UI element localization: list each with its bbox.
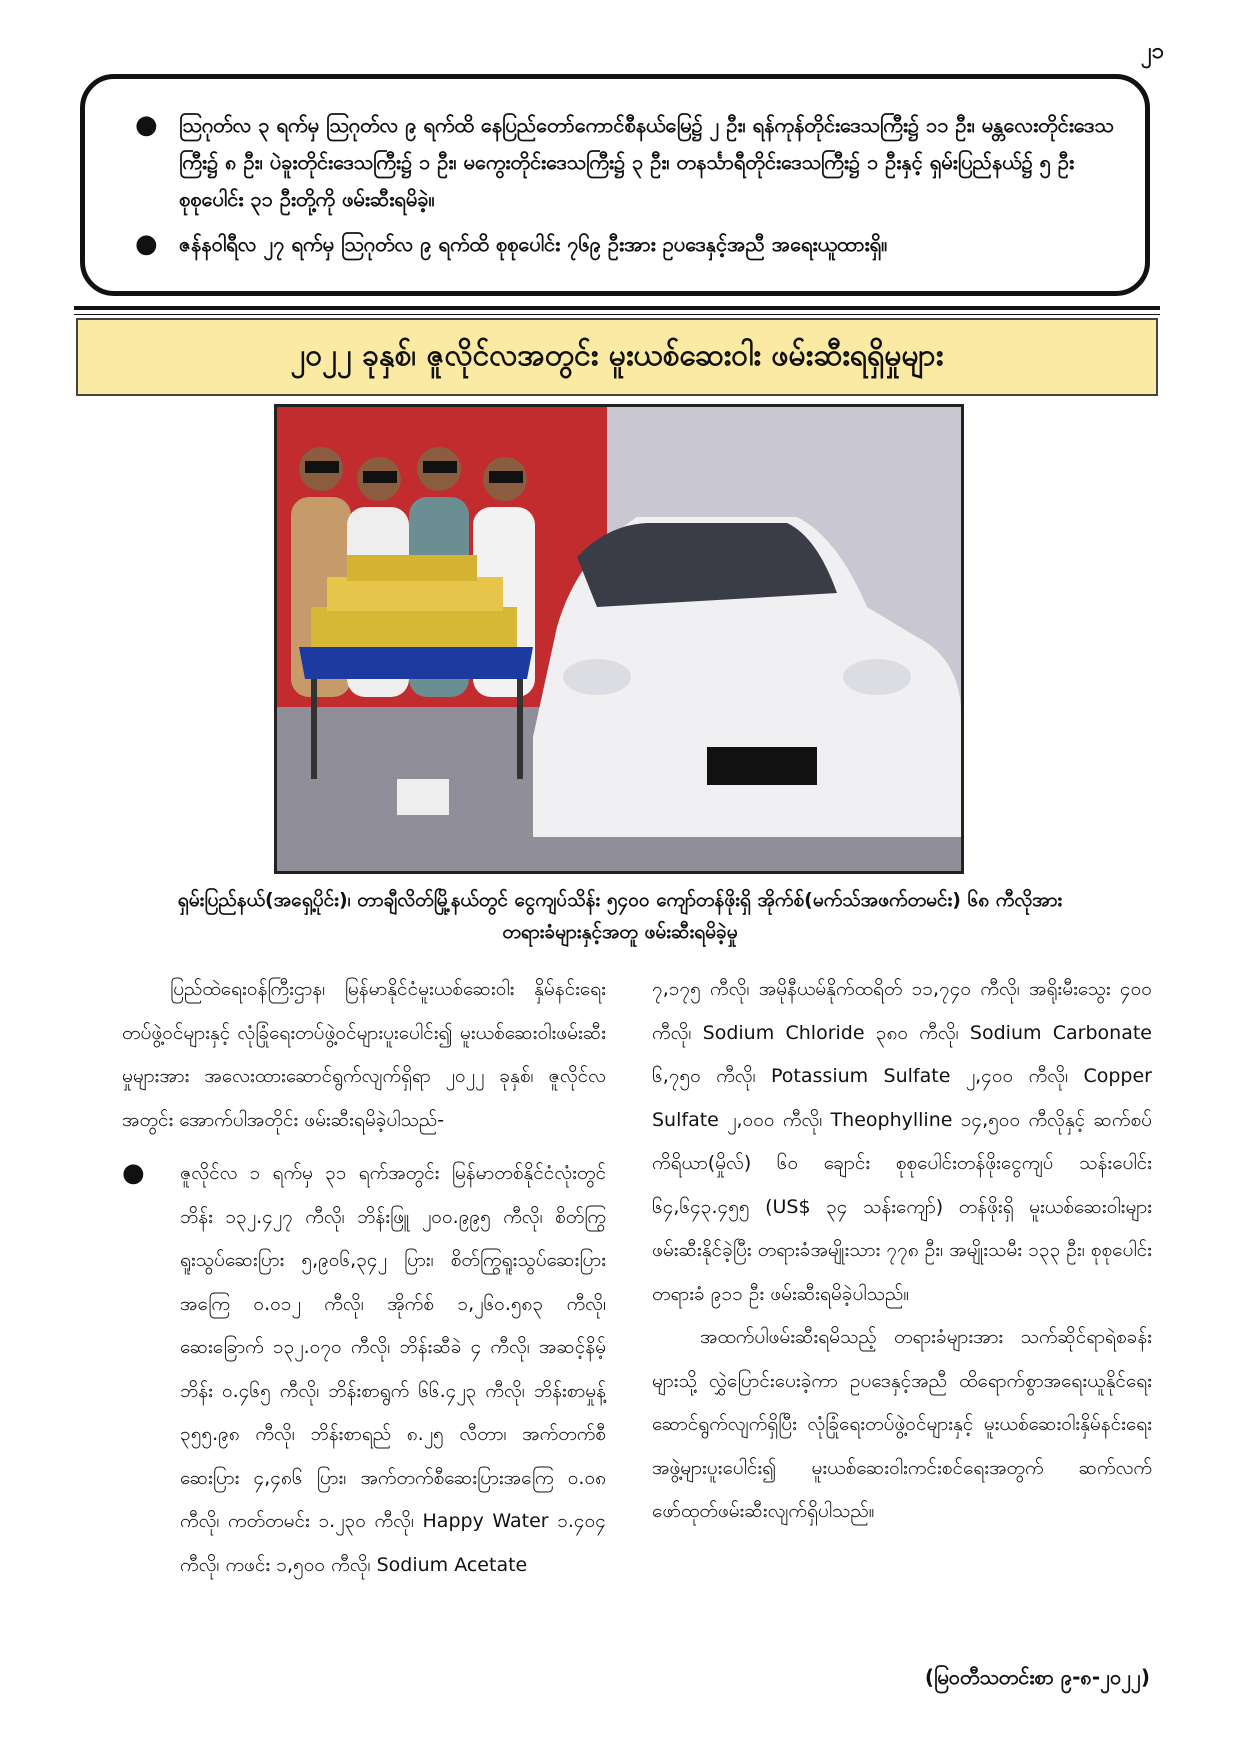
summary-item <box>135 226 1115 263</box>
photo-caption <box>90 884 1150 948</box>
news-photo <box>274 404 964 874</box>
bullet-icon: ● <box>135 229 158 259</box>
seizure-photo-illustration <box>277 407 961 871</box>
summary-item <box>135 107 1115 218</box>
bullet-paragraph <box>122 1152 606 1587</box>
article-column-left <box>122 968 606 1587</box>
summary-text: ဇန်နဝါရီလ ၂၇ ရက်မှ ဩဂုတ်လ ၉ ရက်ထိ စုစုပေါင်း ၇၆၉ ဦးအား ဥပဒေနှင့်အညီ အရေးယူထားရှိ။ <box>179 232 888 256</box>
closing-paragraph: အထက်ပါဖမ်းဆီးရမိသည့် တရားခံများအား သက်ဆိုင်ရာရဲစခန်းများသို့ လွှဲပြောင်းပေးခဲ့ကာ ဥပဒေနှင့်အညီ ထိရောက်စွာအရေးယူနိုင်ရေး ဆောင်ရွက်လျက်ရှိပြီး လုံခြုံရေးတပ်ဖွဲ့ဝင်များနှင့် မူးယစ်ဆေးဝါးနှိမ်နင်းရေးအဖွဲ့များပူးပေါင်း၍ မူးယစ်ဆေးဝါးကင်းစင်ရေးအတွက် ဆက်လက်ဖော်ထုတ်ဖမ်းဆီးလျက်ရှိပါသည်။ <box>652 1326 1152 1522</box>
bullet-text: ဇူလိုင်လ ၁ ရက်မှ ၃၁ ရက်အတွင်း မြန်မာတစ်နိုင်ငံလုံးတွင် ဘိန်း ၁၃၂.၄၂၇ ကီလို၊ ဘိန်းဖြူ ၂၀၀.၉၉၅ ကီလို၊ စိတ်ကြွရူးသွပ်ဆေးပြား ၅,၉၀၆,၃၄၂ ပြား၊ စိတ်ကြွရူးသွပ်ဆေးပြားအကြေ ၀.၀၁၂ ကီလို၊ အိုက်စ် ၁,၂၆၀.၅၈၃ ကီလို၊ ဆေးခြောက် ၁၃၂.၀၇၀ ကီလို၊ ဘိန်းဆီခဲ ၄ ကီလို၊ အဆင့်နိမ့်ဘိန်း ၀.၄၆၅ ကီလို၊ ဘိန်းစာရွက် ၆၆.၄၂၃ ကီလို၊ ဘိန်းစာမှုန့် ၃၅၅.၉၈ ကီလို၊ ဘိန်းစာရည် ၈.၂၅ လီတာ၊ အက်တက်စီဆေးပြား ၄,၄၈၆ ပြား၊ အက်တက်စီဆေးပြားအကြေ ၀.၀၈ ကီလို၊ ကတ်တမင်း ၁.၂၃၀ ကီလို၊ Happy Water ၁.၄၀၄ ကီလို၊ ကဖင်း ၁,၅၀၀ ကီလို၊ Sodium Acetate <box>180 1162 606 1576</box>
summary-box <box>80 74 1150 296</box>
divider <box>74 314 1160 315</box>
page-number: ၂၁ <box>1140 39 1164 64</box>
summary-text: ဩဂုတ်လ ၃ ရက်မှ ဩဂုတ်လ ၉ ရက်ထိ နေပြည်တော်ကောင်စီနယ်မြေ၌ ၂ ဦး၊ ရန်ကုန်တိုင်းဒေသကြီး၌ ၁၁ ဦး၊ မန္တလေးတိုင်းဒေသကြီး၌ ၈ ဦး၊ ပဲခူးတိုင်းဒေသကြီး၌ ၁ ဦး၊ မကွေးတိုင်းဒေသကြီး၌ ၃ ဦး၊ တနင်္သာရီတိုင်းဒေသကြီး၌ ၁ ဦးနှင့် ရှမ်းပြည်နယ်၌ ၅ ဦး စုစုပေါင်း ၃၁ ဦးတို့ကို ဖမ်းဆီးရမိခဲ့။ <box>179 113 1114 211</box>
article-column-right <box>652 968 1152 1534</box>
bullet-icon: ● <box>135 110 158 140</box>
continued-paragraph: ၇,၁၇၅ ကီလို၊ အမိုနီယမ်နိုက်ထရိတ် ၁၁,၇၄၀ ကီလို၊ အရိုးမီးသွေး ၄၀၀ ကီလို၊ Sodium Chloride ၃၈၀ ကီလို၊ Sodium Carbonate ၆,၇၅၀ ကီလို၊ Potassium Sulfate ၂,၄၀၀ ကီလို၊ Copper Sulfate ၂,၀၀၀ ကီလို၊ Theophylline ၁၄,၅၀၀ ကီလိုနှင့် ဆက်စပ်ကိရိယာ(မှိုလ်) ၆၀ ချောင်း စုစုပေါင်းတန်ဖိုးငွေကျပ် သန်းပေါင်း ၆၄,၆၄၃.၄၅၅ (US$ ၃၄ သန်းကျော်) တန်ဖိုးရှိ မူးယစ်ဆေးဝါးများ ဖမ်းဆီးနိုင်ခဲ့ပြီး တရားခံအမျိုးသား ၇၇၈ ဦး၊ အမျိုးသမီး ၁၃၃ ဦး၊ စုစုပေါင်းတရားခံ ၉၁၁ ဦး ဖမ်းဆီးရမိခဲ့ပါသည်။ <box>652 978 1152 1305</box>
divider <box>74 306 1160 310</box>
bullet-icon: ● <box>122 1158 145 1188</box>
source-citation: (မြဝတီသတင်းစာ ၉-၈-၂၀၂၂) <box>924 1665 1150 1689</box>
caption-line: တရားခံများနှင့်အတူ ဖမ်းဆီးရမိခဲ့မှု <box>502 921 738 943</box>
intro-paragraph: ပြည်ထဲရေးဝန်ကြီးဌာန၊ မြန်မာနိုင်ငံမူးယစ်ဆေးဝါး နှိမ်နင်းရေးတပ်ဖွဲ့ဝင်များနှင့် လုံခြုံရေးတပ်ဖွဲ့ဝင်များပူးပေါင်း၍ မူးယစ်ဆေးဝါးဖမ်းဆီးမှုများအား အလေးထားဆောင်ရွက်လျက်ရှိရာ ၂၀၂၂ ခုနှစ်၊ ဇူလိုင်လအတွင်း အောက်ပါအတိုင်း ဖမ်းဆီးရမိခဲ့ပါသည်- <box>122 978 606 1131</box>
caption-line: ရှမ်းပြည်နယ်(အရှေ့ပိုင်း)၊ တာချီလိတ်မြို့နယ်တွင် ငွေကျပ်သိန်း ၅၄၀၀ ကျော်တန်ဖိုးရှိ အိုက်စ်(မက်သ်အဖက်တမင်း) ၆၈ ကီလိုအား <box>177 889 1063 911</box>
page-title: ၂၀၂၂ ခုနှစ်၊ ဇူလိုင်လအတွင်း မူးယစ်ဆေးဝါး ဖမ်းဆီးရရှိမှုများ <box>76 318 1158 396</box>
